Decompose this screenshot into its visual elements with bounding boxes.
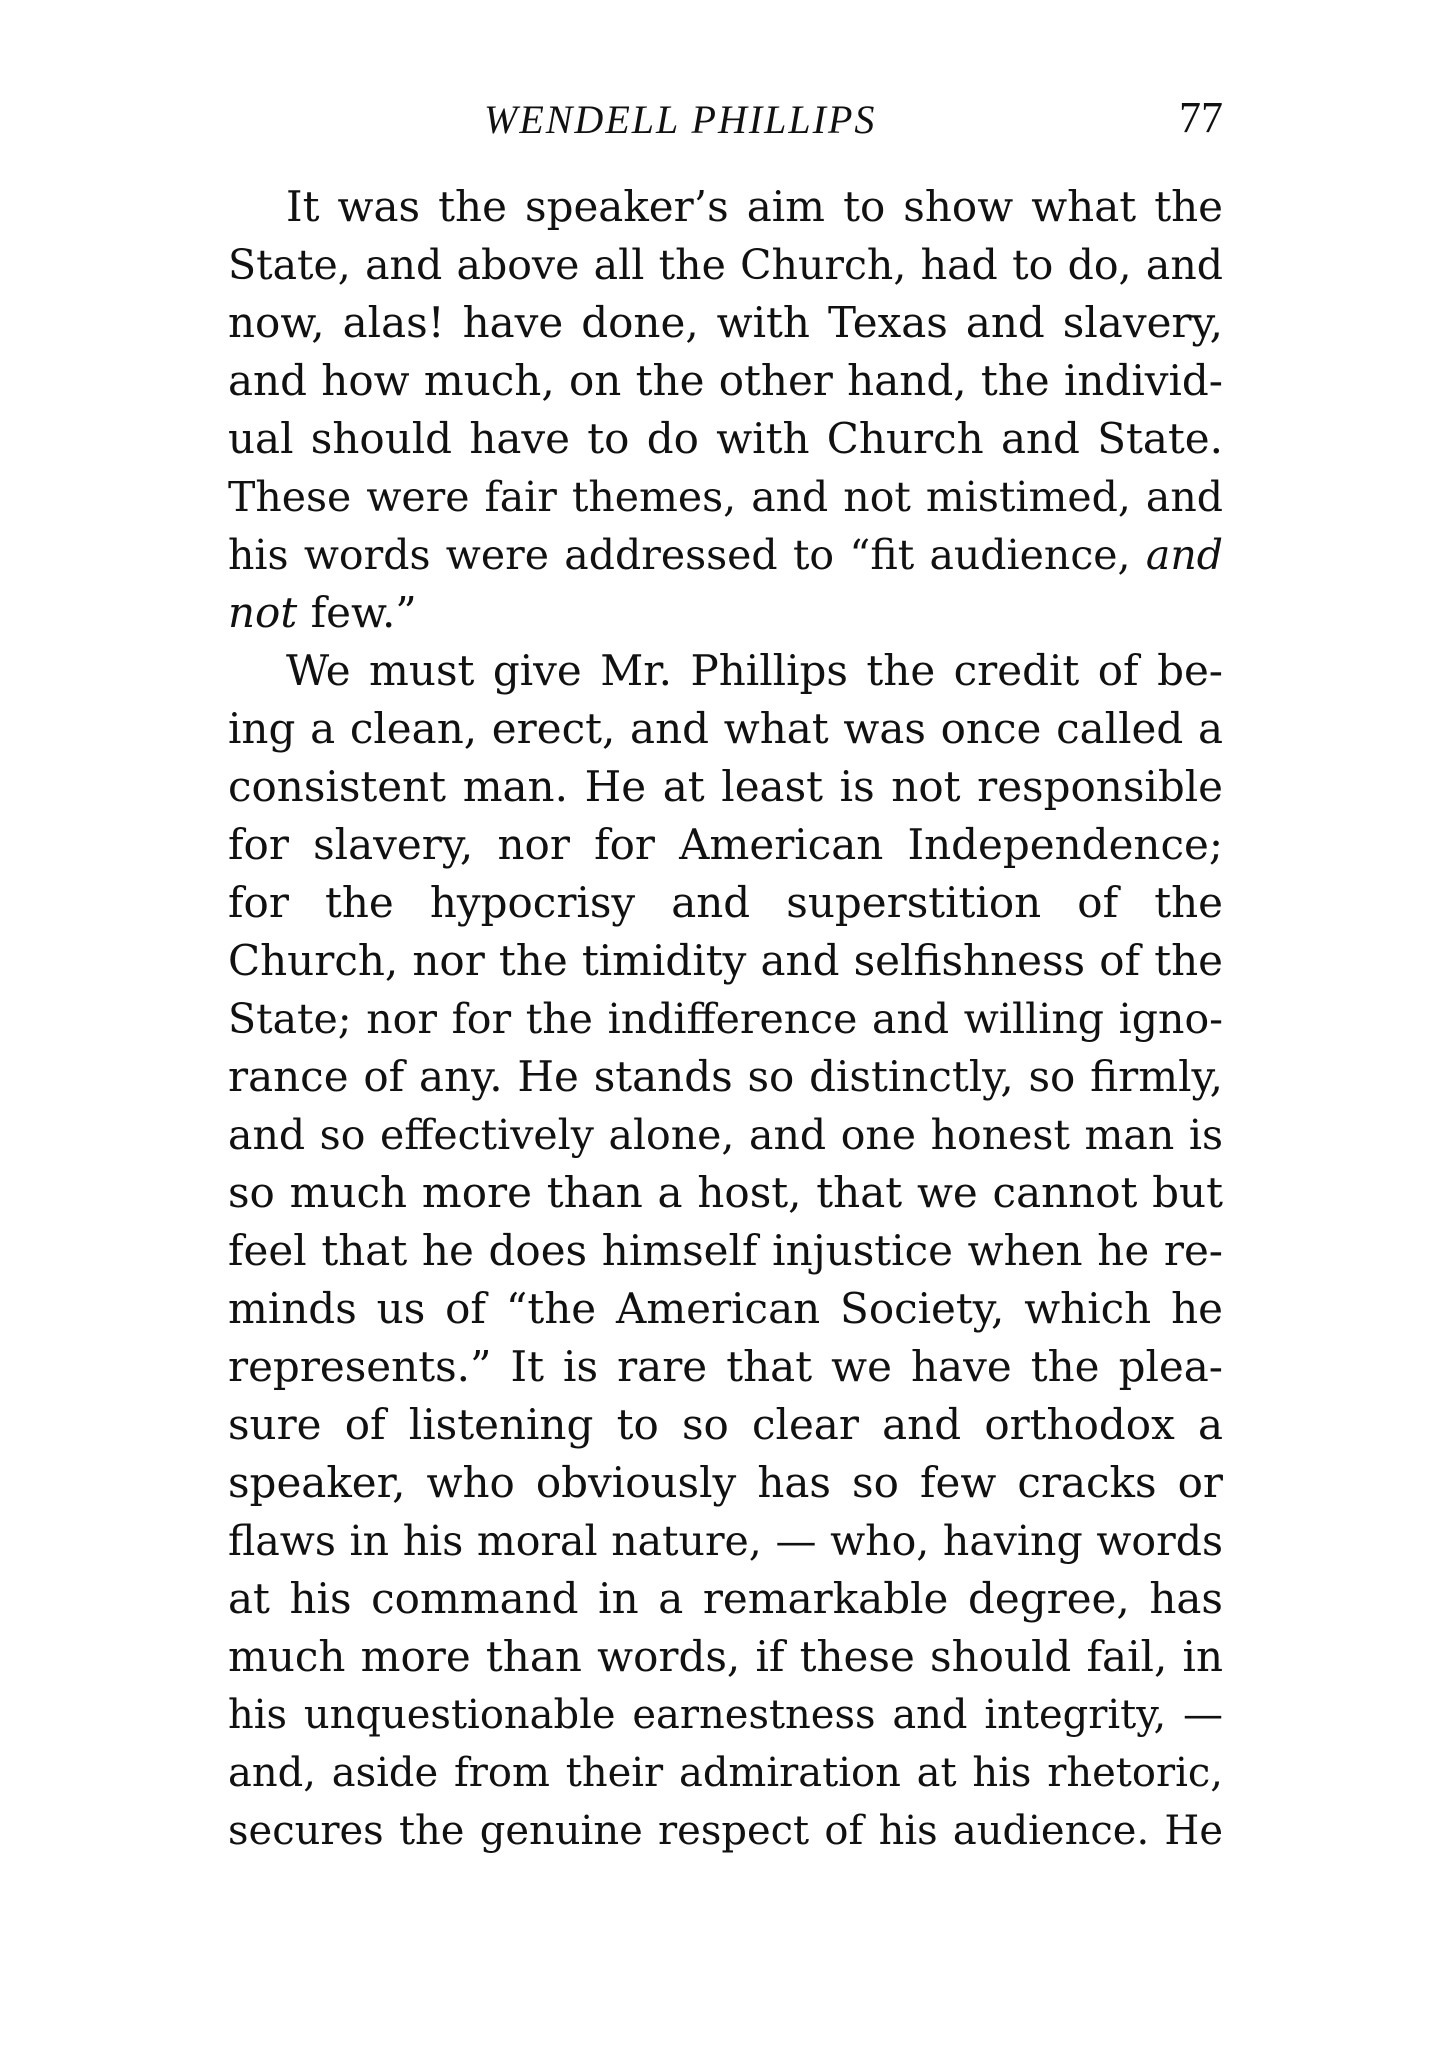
- text-line: feel that he does himself injustice when he re-: [228, 1226, 1223, 1275]
- text-line: and so effectively alone, and one honest man is: [228, 1111, 1223, 1159]
- page-number: 77: [1179, 93, 1223, 142]
- text-line: represents.” It is rare that we have the plea-: [228, 1342, 1223, 1391]
- italic-text: not: [228, 588, 298, 637]
- running-title: WENDELL PHILLIPS: [484, 97, 877, 142]
- text-line: Church, nor the timidity and selfishness of the: [228, 936, 1223, 985]
- text-segment: few.”: [310, 588, 417, 637]
- text-line: State; nor for the indifference and willing igno-: [228, 995, 1223, 1043]
- running-head: [228, 88, 1223, 148]
- italic-text: and: [1145, 531, 1223, 579]
- text-line: We must give Mr. Phillips the credit of be-: [286, 646, 1223, 695]
- text-line: so much more than a host, that we cannot but: [228, 1168, 1223, 1217]
- text-line: and, aside from their admiration at his rhetoric,: [228, 1750, 1223, 1796]
- body-text: [228, 178, 1223, 1860]
- text-line: speaker, who obviously has so few cracks or: [228, 1458, 1223, 1507]
- text-line: flaws in his moral nature, — who, having words: [228, 1517, 1223, 1565]
- text-line: ual should have to do with Church and State.: [228, 414, 1223, 463]
- text-line: at his command in a remarkable degree, has: [228, 1574, 1223, 1623]
- text-line: It was the speaker’s aim to show what the: [286, 182, 1223, 231]
- text-line: ing a clean, erect, and what was once called a: [228, 704, 1223, 753]
- text-segment: his words were addressed to “fit audience,: [228, 531, 1131, 579]
- text-line: These were fair themes, and not mistimed, and: [228, 473, 1223, 521]
- text-line: State, and above all the Church, had to do, and: [228, 241, 1223, 289]
- text-line: [228, 526, 1223, 584]
- paragraph-1: [228, 178, 1223, 642]
- text-line: secures the genuine respect of his audience. He: [228, 1808, 1223, 1854]
- text-line: and how much, on the other hand, the individ-: [228, 356, 1223, 405]
- paragraph-2: [228, 642, 1223, 1860]
- text-line: his unquestionable earnestness and integrity, —: [228, 1692, 1223, 1738]
- text-line: [228, 584, 1223, 642]
- text-line: for slavery, nor for American Independence;: [228, 820, 1223, 869]
- text-line: for the hypocrisy and superstition of the: [228, 878, 1223, 927]
- text-line: minds us of “the American Society, which he: [228, 1284, 1223, 1333]
- text-line: now, alas! have done, with Texas and slavery,: [228, 298, 1223, 347]
- text-line: much more than words, if these should fail, in: [228, 1632, 1223, 1681]
- text-line: consistent man. He at least is not responsible: [228, 762, 1223, 811]
- text-line: rance of any. He stands so distinctly, so firmly,: [228, 1052, 1223, 1101]
- text-line: sure of listening to so clear and orthodox a: [228, 1400, 1223, 1449]
